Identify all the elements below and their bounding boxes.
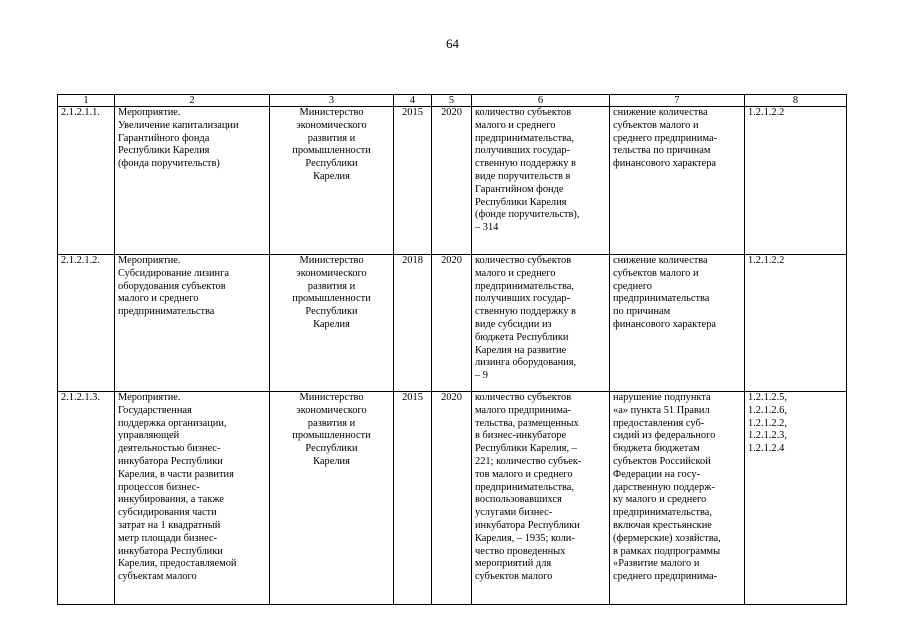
row-event: Мероприятие. Государственная поддержка организации, управляющей деятельностью бизнес- инкубатора Республики Карелия, в части развития процессов бизнес- инкубирования, а также субсидирования части затрат на 1 квадратный метр площади бизнес- инкубатора Республики Карелия, предоставляемой субъектам малого (115, 392, 270, 605)
row-code: 2.1.2.1.2. (58, 255, 115, 392)
column-header: 2 (115, 95, 270, 107)
row-start-year: 2018 (394, 255, 432, 392)
row-consequence: снижение количества субъектов малого и среднего предпринимательства по причинам финансового характера (610, 255, 745, 392)
table-header-row (58, 95, 847, 107)
row-start-year: 2015 (394, 107, 432, 255)
column-header: 7 (610, 95, 745, 107)
column-header: 6 (472, 95, 610, 107)
table-row (58, 392, 847, 605)
table-row (58, 255, 847, 392)
row-end-year: 2020 (432, 107, 472, 255)
table-row (58, 107, 847, 255)
column-header: 3 (270, 95, 394, 107)
row-link: 1.2.1.2.2 (745, 255, 847, 392)
column-header: 4 (394, 95, 432, 107)
row-indicator: количество субъектов малого предпринима- тельства, размещенных в бизнес-инкубаторе Республики Карелия, – 221; количество субъек- тов малого и среднего предпринимательства, воспользовавшихся услугами бизнес- инкубатора Республики Карелия, – 1935; коли- чество проведенных мероприятий для субъектов малого (472, 392, 610, 605)
measures-table (57, 94, 847, 605)
row-start-year: 2015 (394, 392, 432, 605)
row-end-year: 2020 (432, 255, 472, 392)
row-event: Мероприятие. Субсидирование лизинга оборудования субъектов малого и среднего предпринимательства (115, 255, 270, 392)
row-code: 2.1.2.1.1. (58, 107, 115, 255)
row-end-year: 2020 (432, 392, 472, 605)
row-link: 1.2.1.2.5, 1.2.1.2.6, 1.2.1.2.2, 1.2.1.2.3, 1.2.1.2.4 (745, 392, 847, 605)
column-header: 5 (432, 95, 472, 107)
row-consequence: нарушение подпункта «а» пункта 51 Правил предоставления суб- сидий из федерального бюджета бюджетам субъектов Российской Федерации на госу- дарственную поддерж- ку малого и среднего предпринимательства, включая крестьянские (фермерские) хозяйства, в рамках подпрограммы «Развитие малого и среднего предпринима- (610, 392, 745, 605)
row-executor: Министерство экономического развития и промышленности Республики Карелия (270, 107, 394, 255)
row-link: 1.2.1.2.2 (745, 107, 847, 255)
row-executor: Министерство экономического развития и промышленности Республики Карелия (270, 392, 394, 605)
row-indicator: количество субъектов малого и среднего предпринимательства, получивших государ- ственную поддержку в виде субсидии из бюджета Республики Карелия на развитие лизинга оборудования, – 9 (472, 255, 610, 392)
row-event: Мероприятие. Увеличение капитализации Гарантийного фонда Республики Карелия (фонда поручительств) (115, 107, 270, 255)
row-indicator: количество субъектов малого и среднего предпринимательства, получивших государ- ственную поддержку в виде поручительств в Гарантийном фонде Республики Карелия (фонде поручительств), – 314 (472, 107, 610, 255)
row-code: 2.1.2.1.3. (58, 392, 115, 605)
page-number: 64 (446, 36, 459, 51)
row-consequence: снижение количества субъектов малого и среднего предпринима- тельства по причинам финансового характера (610, 107, 745, 255)
column-header: 1 (58, 95, 115, 107)
column-header: 8 (745, 95, 847, 107)
row-executor: Министерство экономического развития и промышленности Республики Карелия (270, 255, 394, 392)
